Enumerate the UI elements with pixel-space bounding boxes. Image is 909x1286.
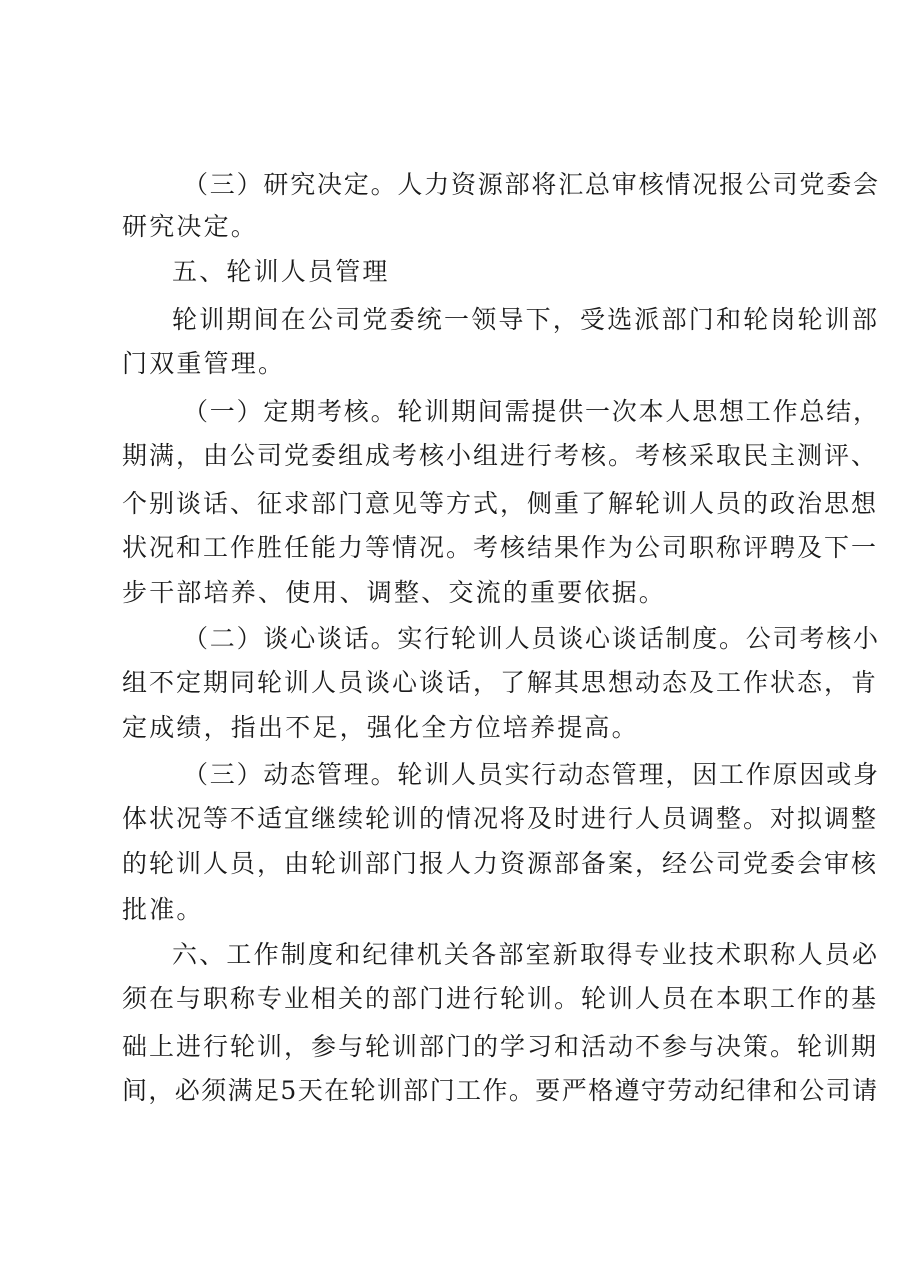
paragraph-line: 础上进行轮训，参与轮训部门的学习和活动不参与决策。轮训期	[122, 1032, 879, 1061]
paragraph-line: 体状况等不适宜继续轮训的情况将及时进行人员调整。对拟调整	[122, 804, 879, 833]
paragraph-line: 组不定期同轮训人员谈心谈话，了解其思想动态及工作状态，肯	[122, 668, 879, 697]
section-heading: 五、轮训人员管理	[172, 257, 390, 286]
paragraph-line: 批准。	[122, 895, 204, 924]
paragraph-line: 状况和工作胜任能力等情况。考核结果作为公司职称评聘及下一	[122, 533, 879, 562]
paragraph-line: 须在与职称专业相关的部门进行轮训。轮训人员在本职工作的基	[122, 984, 879, 1013]
paragraph-line: 轮训期间在公司党委统一领导下，受选派部门和轮岗轮训部	[172, 305, 880, 334]
paragraph-line: （三）动态管理。轮训人员实行动态管理，因工作原因或身	[183, 760, 880, 789]
paragraph-line: 定成绩，指出不足，强化全方位培养提高。	[122, 713, 639, 742]
section-heading: 六、工作制度和纪律机关各部室新取得专业技术职称人员必	[172, 940, 880, 969]
paragraph-line: 步干部培养、使用、调整、交流的重要依据。	[122, 578, 667, 607]
paragraph-line: 个别谈话、征求部门意见等方式，侧重了解轮训人员的政治思想	[122, 489, 879, 518]
paragraph-line: （二）谈心谈话。实行轮训人员谈心谈话制度。公司考核小	[183, 624, 880, 653]
paragraph-line: （三）研究决定。人力资源部将汇总审核情况报公司党委会	[183, 170, 880, 199]
paragraph-line: 门双重管理。	[122, 349, 286, 378]
paragraph-line: 期满，由公司党委组成考核小组进行考核。考核采取民主测评、	[122, 441, 879, 470]
paragraph-line: 研究决定。	[122, 212, 259, 241]
paragraph-line: 的轮训人员，由轮训部门报人力资源部备案，经公司党委会审核	[122, 849, 879, 878]
paragraph-line: 间，必须满足5天在轮训部门工作。要严格遵守劳动纪律和公司请	[122, 1076, 879, 1105]
paragraph-line: （一）定期考核。轮训期间需提供一次本人思想工作总结，	[183, 397, 880, 426]
